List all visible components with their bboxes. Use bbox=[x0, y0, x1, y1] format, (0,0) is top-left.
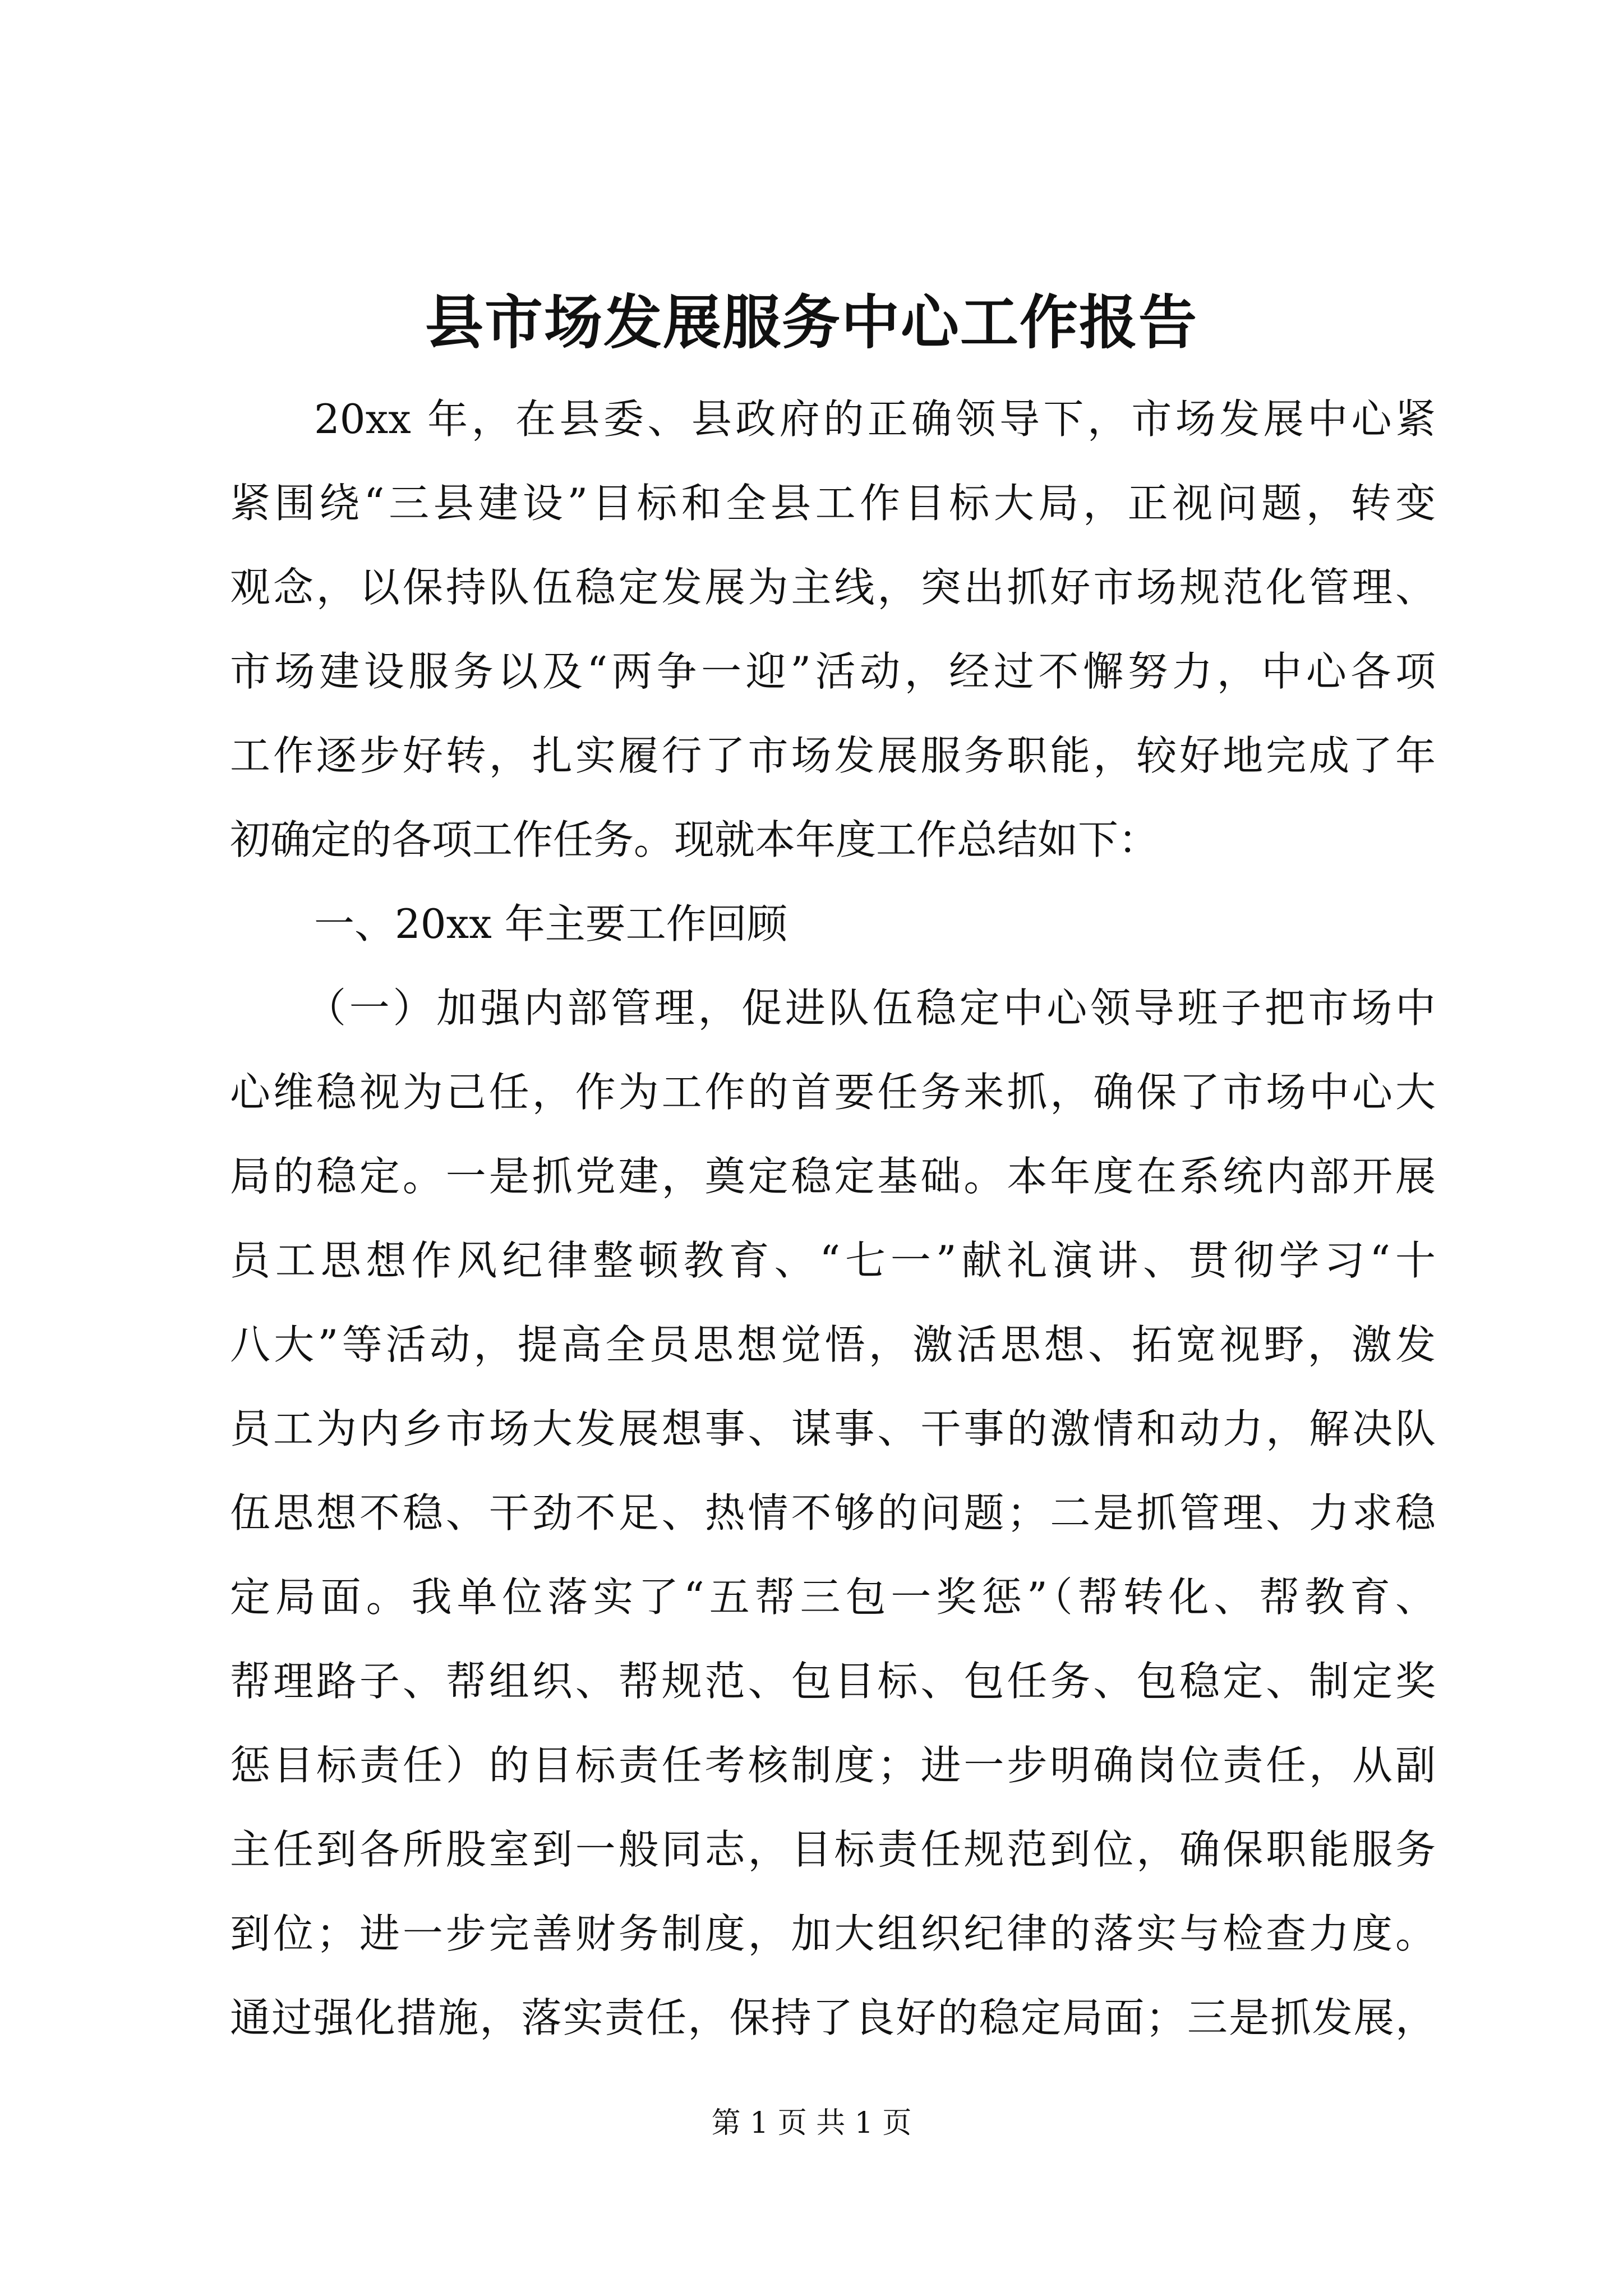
section-heading: 一、20xx 年主要工作回顾 bbox=[314, 900, 787, 947]
body-line: 惩目标责任）的目标责任考核制度；进一步明确岗位责任，从副 bbox=[230, 1742, 1436, 1789]
body-line: 员工思想作风纪律整顿教育、“七一”献礼演讲、贯彻学习“十 bbox=[230, 1237, 1436, 1284]
page-number-footer: 第 1 页 共 1 页 bbox=[711, 2106, 912, 2140]
document-body bbox=[230, 377, 1436, 2060]
body-line: 初确定的各项工作任务。现就本年度工作总结如下： bbox=[230, 816, 1159, 863]
body-line: 工作逐步好转，扎实履行了市场发展服务职能，较好地完成了年 bbox=[230, 732, 1436, 779]
body-line: 八大”等活动，提高全员思想觉悟，激活思想、拓宽视野，激发 bbox=[230, 1321, 1436, 1368]
document-title: 县市场发展服务中心工作报告 bbox=[425, 288, 1198, 357]
body-line: 到位；进一步完善财务制度，加大组织纪律的落实与检查力度。 bbox=[230, 1910, 1436, 1957]
body-line: 20xx 年，在县委、县政府的正确领导下，市场发展中心紧 bbox=[314, 395, 1436, 443]
body-line: 帮理路子、帮组织、帮规范、包目标、包任务、包稳定、制定奖 bbox=[230, 1658, 1436, 1705]
body-line: 员工为内乡市场大发展想事、谋事、干事的激情和动力，解决队 bbox=[230, 1405, 1436, 1452]
body-line: 市场建设服务以及“两争一迎”活动，经过不懈努力，中心各项 bbox=[230, 648, 1436, 695]
body-line: 定局面。我单位落实了“五帮三包一奖惩”（帮转化、帮教育、 bbox=[230, 1573, 1436, 1621]
body-line: 紧围绕“三县建设”目标和全县工作目标大局，正视问题，转变 bbox=[230, 480, 1436, 527]
body-line: 主任到各所股室到一般同志，目标责任规范到位，确保职能服务 bbox=[230, 1826, 1436, 1873]
body-line: 通过强化措施，落实责任，保持了良好的稳定局面；三是抓发展， bbox=[230, 1994, 1436, 2041]
body-line: 局的稳定。一是抓党建，奠定稳定基础。本年度在系统内部开展 bbox=[230, 1153, 1436, 1200]
body-line: 伍思想不稳、干劲不足、热情不够的问题；二是抓管理、力求稳 bbox=[230, 1489, 1436, 1536]
body-line: 观念，以保持队伍稳定发展为主线，突出抓好市场规范化管理、 bbox=[230, 564, 1436, 611]
subsection-heading-line: （一）加强内部管理，促进队伍稳定中心领导班子把市场中 bbox=[306, 984, 1436, 1032]
body-line: 心维稳视为己任，作为工作的首要任务来抓，确保了市场中心大 bbox=[230, 1069, 1436, 1116]
